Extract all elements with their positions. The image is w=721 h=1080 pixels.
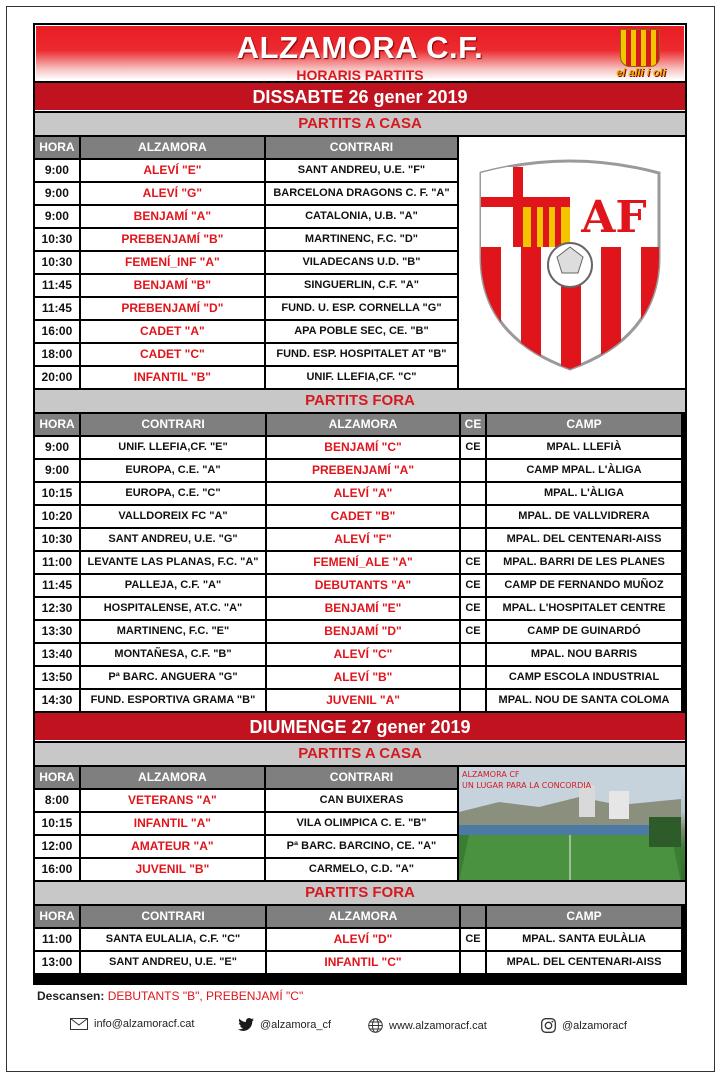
match-time: 14:30 — [35, 690, 79, 711]
ce-flag: CE — [461, 598, 485, 619]
venue: CAMP DE GUINARDÓ — [487, 621, 681, 642]
match-time: 9:00 — [35, 206, 79, 227]
match-time: 16:00 — [35, 321, 79, 342]
alzamora-team: PREBENJAMÍ "D" — [81, 298, 264, 319]
alzamora-team: INFANTIL "C" — [267, 952, 459, 973]
ce-flag: CE — [461, 575, 485, 596]
col-camp: CAMP — [487, 414, 681, 435]
match-time: 13:00 — [35, 952, 79, 973]
match-time: 13:40 — [35, 644, 79, 665]
instagram-icon — [541, 1018, 556, 1033]
rest-teams-note — [37, 989, 303, 1003]
sunday-home-rows — [35, 790, 457, 880]
opponent-team: SANT ANDREU, U.E. "G" — [81, 529, 265, 550]
alzamora-team: ALEVÍ "B" — [267, 667, 459, 688]
venue: CAMP ESCOLA INDUSTRIAL — [487, 667, 681, 688]
table-row — [35, 836, 457, 857]
table-row — [35, 367, 457, 388]
alzamora-team: VETERANS "A" — [81, 790, 264, 811]
match-time: 10:30 — [35, 252, 79, 273]
opponent-team: UNIF. LLEFIA,CF. "E" — [81, 437, 265, 458]
schedule-board — [33, 23, 687, 985]
col-hora: HORA — [35, 767, 79, 788]
table-row — [35, 160, 457, 181]
table-row — [35, 206, 457, 227]
alzamora-team: ALEVÍ "D" — [267, 929, 459, 950]
match-time: 8:00 — [35, 790, 79, 811]
ce-flag — [461, 506, 485, 527]
table-header — [35, 906, 685, 927]
venue: MPAL. L'ÀLIGA — [487, 483, 681, 504]
opponent-team: SANT ANDREU, U.E. "F" — [266, 160, 457, 181]
opponent-team: Pª BARC. ANGUERA "G" — [81, 667, 265, 688]
sunday-away-rows — [35, 929, 685, 973]
opponent-team: FUND. ESP. HOSPITALET AT "B" — [266, 344, 457, 365]
alzamora-team: INFANTIL "A" — [81, 813, 264, 834]
opponent-team: APA POBLE SEC, CE. "B" — [266, 321, 457, 342]
venue: CAMP MPAL. L'ÀLIGA — [487, 460, 681, 481]
rest-label: Descansen: — [37, 989, 105, 1003]
photo-caption-slogan: UN LUGAR PARA LA CONCORDIA — [462, 781, 592, 790]
opponent-team: EUROPA, C.E. "A" — [81, 460, 265, 481]
col-camp: CAMP — [487, 906, 681, 927]
match-time: 10:15 — [35, 483, 79, 504]
table-row — [35, 621, 685, 642]
table-row — [35, 598, 685, 619]
col-contrari: CONTRARI — [266, 137, 457, 158]
col-alzamora: ALZAMORA — [267, 906, 459, 927]
envelope-icon — [70, 1018, 88, 1030]
opponent-team: VILADECANS U.D. "B" — [266, 252, 457, 273]
alzamora-team: ALEVÍ "G" — [81, 183, 264, 204]
ce-flag — [461, 952, 485, 973]
venue: MPAL. NOU DE SANTA COLOMA — [487, 690, 681, 711]
opponent-team: VALLDOREIX FC "A" — [81, 506, 265, 527]
table-row — [35, 929, 685, 950]
opponent-team: SINGUERLIN, C.F. "A" — [266, 275, 457, 296]
table-row — [35, 298, 457, 319]
match-time: 10:15 — [35, 813, 79, 834]
match-time: 10:30 — [35, 229, 79, 250]
opponent-team: UNIF. LLEFIA,CF. "C" — [266, 367, 457, 388]
footer-twitter-text[interactable]: @alzamora_cf — [260, 1018, 332, 1031]
crest-shield-icon — [620, 29, 660, 67]
opponent-team: MARTINENC, F.C. "D" — [266, 229, 457, 250]
opponent-team: HOSPITALENSE, AT.C. "A" — [81, 598, 265, 619]
match-time: 11:45 — [35, 575, 79, 596]
twitter-bird-icon — [238, 1018, 254, 1031]
alzamora-crest-icon — [459, 137, 681, 389]
opponent-team: BARCELONA DRAGONS C. F. "A" — [266, 183, 457, 204]
col-hora: HORA — [35, 137, 79, 158]
table-row — [35, 437, 685, 458]
section-away-sunday: PARTITS FORA — [35, 882, 685, 904]
match-time: 11:45 — [35, 298, 79, 319]
table-row — [35, 644, 685, 665]
alzamora-team: ALEVÍ "A" — [267, 483, 459, 504]
alzamora-team: ALEVÍ "C" — [267, 644, 459, 665]
opponent-team: Pª BARC. BARCINO, CE. "A" — [266, 836, 457, 857]
table-row — [35, 506, 685, 527]
logo-slogan: el alli i oli — [616, 67, 666, 79]
opponent-team: MONTAÑESA, C.F. "B" — [81, 644, 265, 665]
section-home-saturday: PARTITS A CASA — [35, 113, 685, 135]
col-contrari: CONTRARI — [266, 767, 457, 788]
footer-email-text[interactable]: info@alzamoracf.cat — [94, 1018, 195, 1030]
club-crest-logo — [602, 29, 680, 79]
match-time: 16:00 — [35, 859, 79, 880]
alzamora-team: JUVENIL "B" — [81, 859, 264, 880]
opponent-team: EUROPA, C.E. "C" — [81, 483, 265, 504]
table-row — [35, 552, 685, 573]
footer-instagram[interactable] — [541, 1018, 627, 1033]
rest-teams: DEBUTANTS "B", PREBENJAMÍ "C" — [107, 989, 304, 1003]
venue: MPAL. BARRI DE LES PLANES — [487, 552, 681, 573]
alzamora-team: JUVENIL "A" — [267, 690, 459, 711]
ce-flag — [461, 529, 485, 550]
opponent-team: FUND. ESPORTIVA GRAMA "B" — [81, 690, 265, 711]
col-ce-empty — [461, 906, 485, 927]
section-home-sunday: PARTITS A CASA — [35, 743, 685, 765]
stadium-photo — [459, 767, 685, 880]
opponent-team: FUND. U. ESP. CORNELLA "G" — [266, 298, 457, 319]
table-row — [35, 575, 685, 596]
ce-flag — [461, 460, 485, 481]
opponent-team: PALLEJA, C.F. "A" — [81, 575, 265, 596]
match-time: 9:00 — [35, 160, 79, 181]
alzamora-team: BENJAMÍ "E" — [267, 598, 459, 619]
alzamora-team: FEMENÍ_INF "A" — [81, 252, 264, 273]
match-time: 10:30 — [35, 529, 79, 550]
table-row — [35, 460, 685, 481]
table-row — [35, 529, 685, 550]
alzamora-team: BENJAMÍ "C" — [267, 437, 459, 458]
match-time: 12:00 — [35, 836, 79, 857]
col-contrari: CONTRARI — [81, 906, 265, 927]
opponent-team: CAN BUIXERAS — [266, 790, 457, 811]
club-title: ALZAMORA C.F. — [236, 30, 484, 65]
alzamora-team: DEBUTANTS "A" — [267, 575, 459, 596]
table-row — [35, 344, 457, 365]
table-header — [35, 414, 685, 435]
alzamora-team: INFANTIL "B" — [81, 367, 264, 388]
alzamora-team: FEMENÍ_ALE "A" — [267, 552, 459, 573]
venue: CAMP DE FERNANDO MUÑOZ — [487, 575, 681, 596]
schedule-subtitle: HORARIS PARTITS — [296, 67, 424, 83]
opponent-team: SANT ANDREU, U.E. "E" — [81, 952, 265, 973]
match-time: 13:30 — [35, 621, 79, 642]
match-time: 13:50 — [35, 667, 79, 688]
table-row — [35, 667, 685, 688]
globe-icon — [368, 1018, 383, 1033]
col-hora: HORA — [35, 414, 79, 435]
opponent-team: CARMELO, C.D. "A" — [266, 859, 457, 880]
ce-flag: CE — [461, 552, 485, 573]
alzamora-team: BENJAMÍ "A" — [81, 206, 264, 227]
alzamora-team: BENJAMÍ "B" — [81, 275, 264, 296]
match-time: 9:00 — [35, 437, 79, 458]
opponent-team: LEVANTE LAS PLANAS, F.C. "A" — [81, 552, 265, 573]
photo-caption-club: ALZAMORA CF — [462, 770, 520, 779]
col-alzamora: ALZAMORA — [81, 137, 264, 158]
col-alzamora: ALZAMORA — [81, 767, 264, 788]
table-row — [35, 690, 685, 711]
match-time: 20:00 — [35, 367, 79, 388]
venue: MPAL. L'HOSPITALET CENTRE — [487, 598, 681, 619]
crest-panel — [459, 137, 685, 388]
venue: MPAL. SANTA EULÀLIA — [487, 929, 681, 950]
saturday-home-rows — [35, 160, 457, 388]
match-time: 11:00 — [35, 929, 79, 950]
table-row — [35, 229, 457, 250]
col-hora: HORA — [35, 906, 79, 927]
alzamora-team: CADET "B" — [267, 506, 459, 527]
saturday-home-block — [35, 137, 685, 390]
alzamora-team: ALEVÍ "F" — [267, 529, 459, 550]
match-time: 9:00 — [35, 460, 79, 481]
table-header — [35, 137, 457, 158]
col-alzamora: ALZAMORA — [267, 414, 459, 435]
match-time: 11:45 — [35, 275, 79, 296]
ce-flag: CE — [461, 621, 485, 642]
alzamora-team: CADET "C" — [81, 344, 264, 365]
venue: MPAL. DEL CENTENARI-AISS — [487, 952, 681, 973]
col-ce: CE — [461, 414, 485, 435]
match-time: 10:20 — [35, 506, 79, 527]
alzamora-team: CADET "A" — [81, 321, 264, 342]
match-time: 18:00 — [35, 344, 79, 365]
header-banner — [35, 25, 685, 81]
match-time: 9:00 — [35, 183, 79, 204]
col-contrari: CONTRARI — [81, 414, 265, 435]
alzamora-team: PREBENJAMÍ "B" — [81, 229, 264, 250]
alzamora-team: BENJAMÍ "D" — [267, 621, 459, 642]
table-header — [35, 767, 457, 788]
saturday-away-rows — [35, 437, 685, 711]
footer-instagram-text[interactable]: @alzamoracf — [562, 1019, 627, 1032]
opponent-team: VILA OLIMPICA C. E. "B" — [266, 813, 457, 834]
ce-flag — [461, 667, 485, 688]
footer-web[interactable] — [368, 1018, 487, 1033]
table-row — [35, 790, 457, 811]
venue: MPAL. DEL CENTENARI-AISS — [487, 529, 681, 550]
sunday-home-block — [35, 767, 685, 882]
venue: MPAL. NOU BARRIS — [487, 644, 681, 665]
table-row — [35, 252, 457, 273]
ce-flag — [461, 483, 485, 504]
table-row — [35, 813, 457, 834]
ce-flag — [461, 690, 485, 711]
day-title-saturday: DISSABTE 26 gener 2019 — [35, 83, 685, 111]
section-away-saturday: PARTITS FORA — [35, 390, 685, 412]
match-time: 11:00 — [35, 552, 79, 573]
alzamora-team: ALEVÍ "E" — [81, 160, 264, 181]
table-row — [35, 483, 685, 504]
ce-flag: CE — [461, 437, 485, 458]
venue: MPAL. DE VALLVIDRERA — [487, 506, 681, 527]
table-row — [35, 321, 457, 342]
table-row — [35, 275, 457, 296]
opponent-team: MARTINENC, F.C. "E" — [81, 621, 265, 642]
footer-email[interactable] — [70, 1018, 194, 1030]
ce-flag — [461, 644, 485, 665]
alzamora-team: AMATEUR "A" — [81, 836, 264, 857]
opponent-team: CATALONIA, U.B. "A" — [266, 206, 457, 227]
table-row — [35, 859, 457, 880]
table-row — [35, 952, 685, 973]
opponent-team: SANTA EULALIA, C.F. "C" — [81, 929, 265, 950]
footer-web-text[interactable]: www.alzamoracf.cat — [389, 1019, 487, 1032]
match-time: 12:30 — [35, 598, 79, 619]
ce-flag: CE — [461, 929, 485, 950]
svg-text:AF: AF — [581, 192, 647, 243]
footer-twitter[interactable] — [238, 1018, 331, 1031]
venue: MPAL. LLEFIÀ — [487, 437, 681, 458]
table-row — [35, 183, 457, 204]
day-title-sunday: DIUMENGE 27 gener 2019 — [35, 713, 685, 741]
alzamora-team: PREBENJAMÍ "A" — [267, 460, 459, 481]
